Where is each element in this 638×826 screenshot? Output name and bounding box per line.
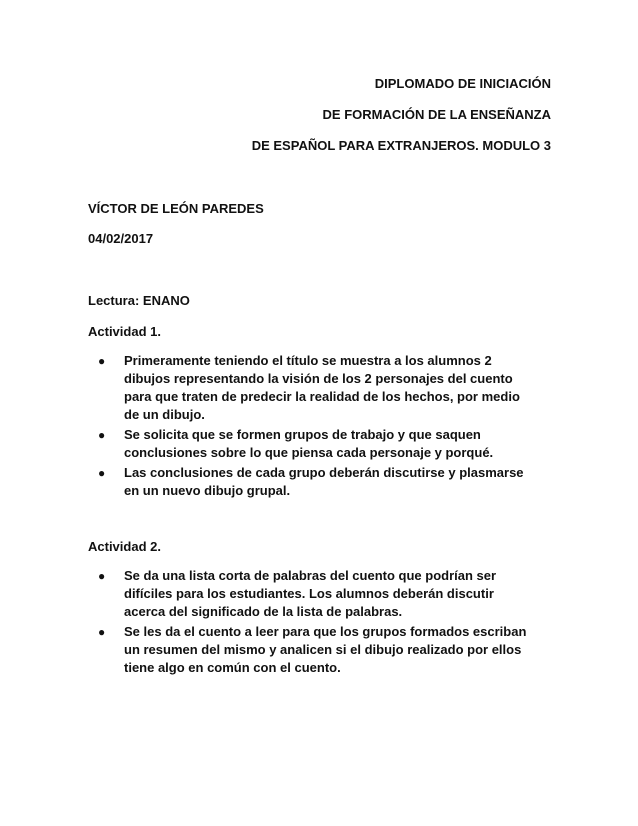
actividad-2-list: [88, 567, 538, 677]
actividad-1-title: Actividad 1.: [88, 324, 161, 339]
bullet-icon: ●: [98, 354, 106, 368]
list-item-text: Se les da el cuento a leer para que los grupos formados escriban un resumen del mismo y analicen si el dibujo realizado por ellos tiene algo en común con el cuento.: [124, 624, 527, 675]
list-item-text: Primeramente teniendo el título se muestra a los alumnos 2 dibujos representando la visión de los 2 personajes del cuento para que traten de predecir la realidad de los hechos, por medio de un dibujo.: [124, 353, 520, 422]
bullet-icon: ●: [98, 569, 106, 583]
header-line-2: DE FORMACIÓN DE LA ENSEÑANZA: [322, 107, 551, 122]
bullet-icon: ●: [98, 428, 106, 442]
bullet-icon: ●: [98, 625, 106, 639]
document-date: 04/02/2017: [88, 231, 154, 246]
header-line-3: DE ESPAÑOL PARA EXTRANJEROS. MODULO 3: [251, 138, 551, 153]
document-body: [88, 201, 558, 679]
document-header: [252, 76, 551, 169]
list-item: [88, 352, 538, 424]
actividad-1-list: [88, 352, 538, 500]
list-item: [88, 623, 538, 677]
list-item: [88, 567, 538, 621]
lectura-title: Lectura: ENANO: [88, 293, 190, 308]
header-line-1: DIPLOMADO DE INICIACIÓN: [374, 76, 551, 91]
list-item-text: Las conclusiones de cada grupo deberán discutirse y plasmarse en un nuevo dibujo grupal.: [124, 465, 524, 498]
list-item-text: Se solicita que se formen grupos de trabajo y que saquen conclusiones sobre lo que piensa cada personaje y porqué.: [124, 427, 494, 460]
list-item: [88, 426, 538, 462]
author-name: VÍCTOR DE LEÓN PAREDES: [88, 201, 264, 216]
list-item: [88, 464, 538, 500]
actividad-2-title: Actividad 2.: [88, 539, 161, 554]
bullet-icon: ●: [98, 466, 106, 480]
list-item-text: Se da una lista corta de palabras del cuento que podrían ser difíciles para los estudiantes. Los alumnos deberán discutir acerca del significado de la lista de palabras.: [124, 568, 497, 619]
